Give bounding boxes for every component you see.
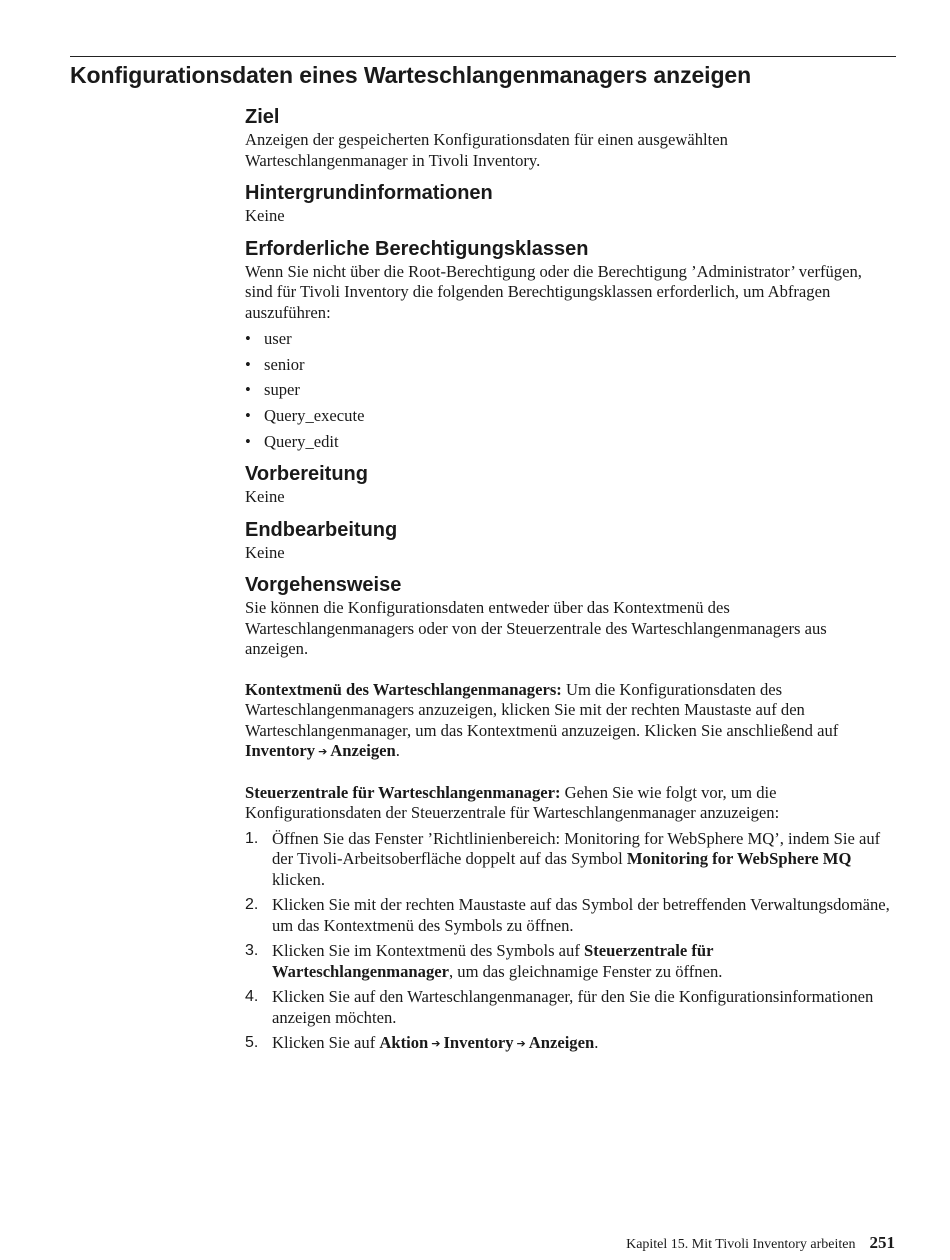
section-vorbereitung [245,461,893,508]
arrow-right-icon: ➔ [431,1037,441,1051]
main-content [245,104,893,1055]
bullet-icon: • [245,354,251,374]
step-number: 4. [245,988,259,1006]
step-item: 4. Klicken Sie auf den Warteschlangenmanager, für den Sie die Konfigurationsinformationen anzeigen möchten. [245,987,874,1027]
step-number: 2. [245,896,259,914]
section-ziel [245,104,893,171]
steps-list [245,829,893,1055]
paragraph-label: Steuerzentrale für Warteschlangenmanager: [245,782,561,802]
section-heading: Erforderliche Berechtigungsklassen [245,237,589,260]
section-heading: Endbearbeitung [245,518,398,541]
section-endbearbeitung [245,517,893,564]
bullet-icon: • [245,380,251,400]
section-vorgehensweise [245,572,893,1055]
list-item: • user [245,329,292,348]
list-item: • Query_execute [245,406,365,426]
menu-path-anzeigen: Anzeigen [330,741,396,761]
step-item: 2. Klicken Sie mit der rechten Maustaste auf das Symbol der betreffenden Verwaltungsdomäne, um das Kontextmenü des Symbols zu öffnen. [245,895,890,935]
page-title: Konfigurationsdaten eines Warteschlangenmanagers anzeigen [70,62,752,88]
top-rule [70,56,896,57]
section-heading: Vorgehensweise [245,574,402,597]
step-number: 3. [245,942,259,960]
section-heading: Vorbereitung [245,463,368,486]
list-item: • senior [245,354,305,374]
section-text: Sie können die Konfigurationsdaten entweder über das Kontextmenü des Warteschlangenmanagers oder von der Steuerzentrale des Warteschlangenmanagers aus anzeigen. [245,598,827,659]
step-number: 1. [245,829,259,847]
control-center-paragraph: Steuerzentrale für Warteschlangenmanager: Gehen Sie wie folgt vor, um die Konfigurationsdaten der Steuerzentrale für Warteschlangenmanager anzuzeigen: [245,782,780,823]
section-berechtigung [245,236,893,453]
bullet-icon: • [245,329,251,348]
footer-chapter: Kapitel 15. Mit Tivoli Inventory arbeiten [626,1237,856,1252]
list-item: • super [245,380,300,400]
section-text: Keine [245,487,285,507]
section-hintergrund [245,180,893,227]
menu-path-inventory: Inventory [245,741,316,761]
arrow-right-icon: ➔ [318,745,328,759]
bullet-icon: • [245,406,251,426]
page-number: 251 [869,1233,895,1252]
section-heading: Ziel [245,106,280,128]
step-item: 5. Klicken Sie auf Aktion ➔ Inventory ➔ Anzeigen. [245,1033,599,1053]
page-footer [626,1233,895,1255]
section-heading: Hintergrundinformationen [245,182,493,204]
section-text: Anzeigen der gespeicherten Konfigurationsdaten für einen ausgewählten Warteschlangenmanager in Tivoli Inventory. [245,130,728,170]
list-item: • Query_edit [245,431,339,451]
section-text: Keine [245,542,285,562]
context-menu-paragraph: Kontextmenü des Warteschlangenmanagers: Um die Konfigurationsdaten des Warteschlangenmanagers anzuzeigen, klicken Sie mit der rechten Maustaste auf den Warteschlangenmanager, um das Kontextmenü anzuzeigen. Klicken Sie anschließend auf Inventory ➔ Anzeigen. [245,679,839,761]
step-number: 5. [245,1034,259,1052]
permission-list [245,329,893,452]
section-text: Wenn Sie nicht über die Root-Berechtigung oder die Berechtigung ’Administrator’ verfügen, sind für Tivoli Inventory die folgenden Berechtigungsklassen erforderlich, um Abfragen auszuführen: [245,261,862,322]
paragraph-label: Kontextmenü des Warteschlangenmanagers: [245,679,562,699]
bullet-icon: • [245,431,251,451]
arrow-right-icon: ➔ [516,1037,526,1051]
step-item: 3. Klicken Sie im Kontextmenü des Symbols auf Steuerzentrale für Warteschlangenmanager, um das gleichnamige Fenster zu öffnen. [245,941,723,981]
step-item: 1. Öffnen Sie das Fenster ’Richtlinienbereich: Monitoring for WebSphere MQ’, indem Sie auf der Tivoli-Arbeitsoberfläche doppelt auf das Symbol Monitoring for WebSphere MQ klicken. [245,828,881,889]
section-text: Keine [245,206,285,225]
